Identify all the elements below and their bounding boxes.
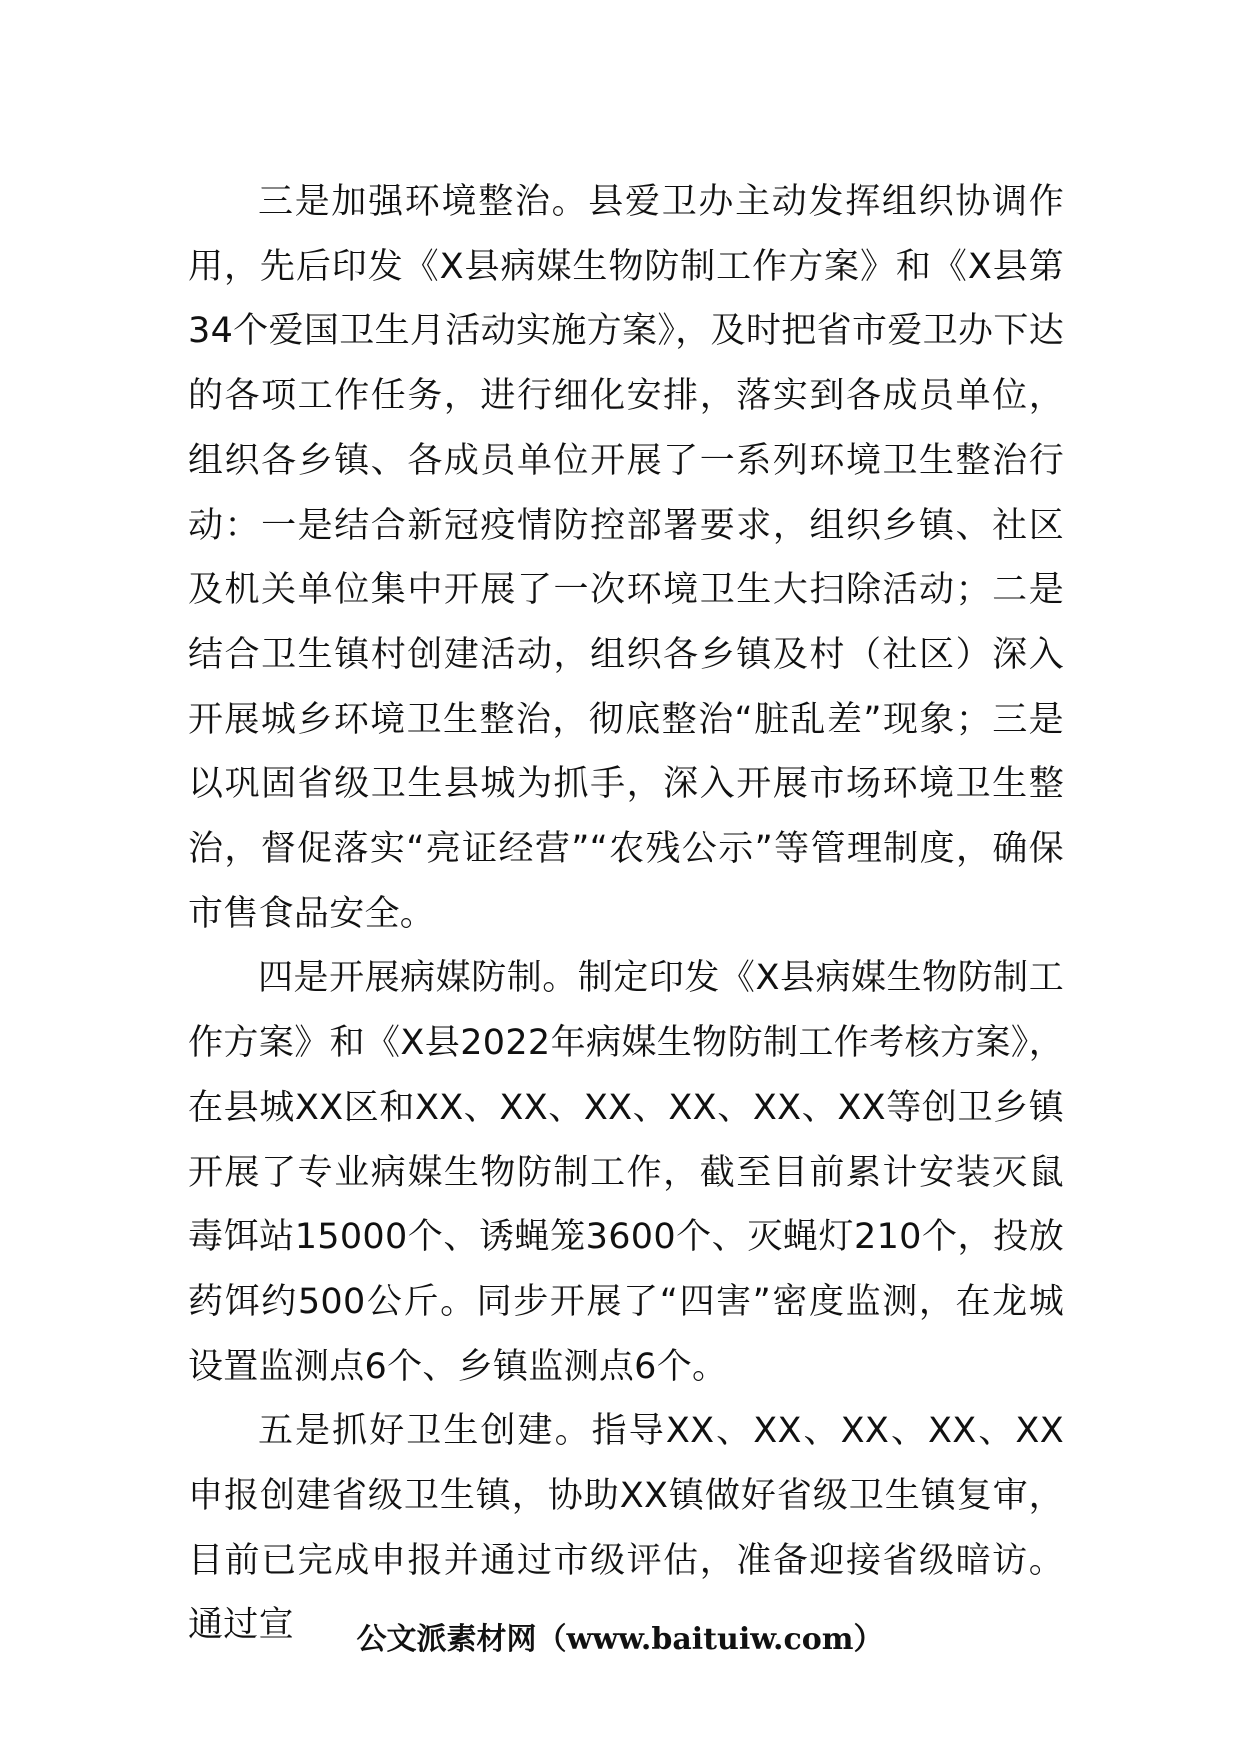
paragraph-environment-rectification: 三是加强环境整治。县爱卫办主动发挥组织协调作用，先后印发《X县病媒生物防制工作方案》和《X县第34个爱国卫生月活动实施方案》，及时把省市爱卫办下达的各项工作任务，进行细化安排，落实到各成员单位，组织各乡镇、各成员单位开展了一系列环境卫生整治行动：一是结合新冠疫情防控部署要求，组织乡镇、社区及机关单位集中开展了一次环境卫生大扫除活动；二是结合卫生镇村创建活动，组织各乡镇及村（社区）深入开展城乡环境卫生整治，彻底整治“脏乱差”现象；三是以巩固省级卫生县城为抓手，深入开展市场环境卫生整治，督促落实“亮证经营”“农残公示”等管理制度，确保市售食品安全。 [188, 182, 1064, 934]
document-body [188, 170, 1064, 1658]
footer-watermark: 公文派素材网（www.baituiw.com） [356, 1622, 884, 1657]
paragraph-health-creation: 五是抓好卫生创建。指导XX、XX、XX、XX、XX申报创建省级卫生镇，协助XX镇做好省级卫生镇复审，目前已完成申报并通过市级评估，准备迎接省级暗访。通过宣 [188, 1411, 1064, 1646]
paragraph-vector-control: 四是开展病媒防制。制定印发《X县病媒生物防制工作方案》和《X县2022年病媒生物防制工作考核方案》，在县城XX区和XX、XX、XX、XX、XX、XX等创卫乡镇开展了专业病媒生物防制工作，截至目前累计安装灭鼠毒饵站15000个、诱蝇笼3600个、灭蝇灯210个，投放药饵约500公斤。同步开展了“四害”密度监测，在龙城设置监测点6个、乡镇监测点6个。 [188, 958, 1064, 1387]
